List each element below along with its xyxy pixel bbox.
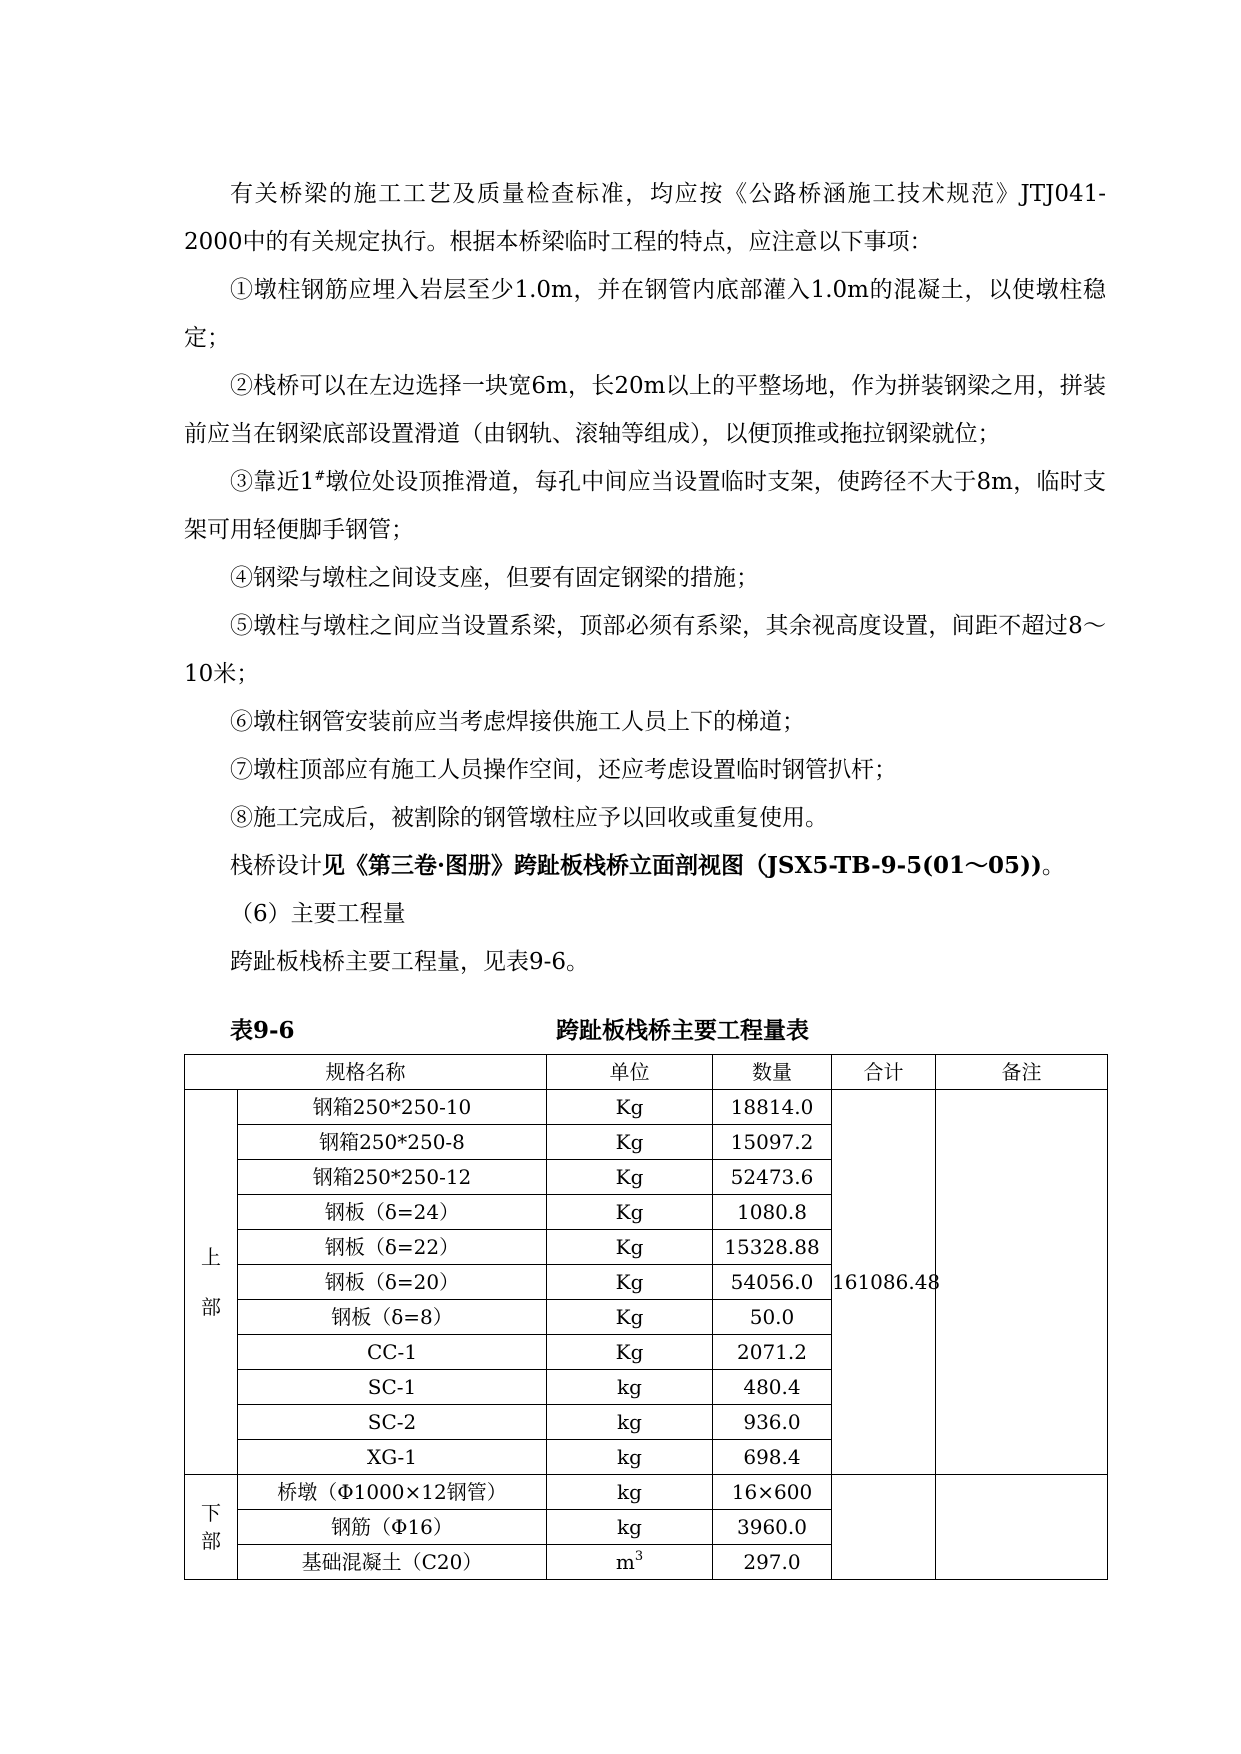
paragraph-item-2: ②栈桥可以在左边选择一块宽6m，长20m以上的平整场地，作为拼装钢梁之用，拼装前应当在钢梁底部设置滑道（由钢轨、滚轴等组成），以便顶推或拖拉钢梁就位；: [184, 373, 1106, 447]
cell-qty: 698.4: [713, 1440, 832, 1475]
cell-name: 基础混凝土（C20）: [238, 1545, 547, 1580]
table-header-row: [185, 1055, 1108, 1090]
table-row: [185, 1090, 1108, 1125]
cell-total-lower: [832, 1475, 936, 1580]
cell-unit: Kg: [547, 1265, 713, 1300]
cell-name: XG-1: [238, 1440, 547, 1475]
paragraph-item-3: ③靠近1#墩位处设顶推滑道，每孔中间应当设置临时支架，使跨径不大于8m，临时支架可用轻便脚手钢管；: [184, 469, 1106, 543]
header-unit: 单位: [547, 1055, 713, 1090]
cell-qty: 480.4: [713, 1370, 832, 1405]
paragraph-item-5: ⑤墩柱与墩柱之间应当设置系梁，顶部必须有系梁，其余视高度设置，间距不超过8～10米；: [184, 613, 1106, 687]
cell-name: CC-1: [238, 1335, 547, 1370]
cell-name: 钢箱250*250-12: [238, 1160, 547, 1195]
cell-qty: 52473.6: [713, 1160, 832, 1195]
cell-name: 钢箱250*250-10: [238, 1090, 547, 1125]
cell-qty: 2071.2: [713, 1335, 832, 1370]
cell-name: 钢板（δ=8）: [238, 1300, 547, 1335]
pier-mark: #: [314, 469, 326, 484]
drawing-reference: 见《第三卷·图册》跨趾板栈桥立面剖视图（JSX5-TB-9-5(01～05)): [322, 852, 1042, 879]
paragraph-item-6: ⑥墩柱钢管安装前应当考虑焊接供施工人员上下的梯道；: [230, 709, 805, 735]
cell-name: SC-2: [238, 1405, 547, 1440]
cell-name: 钢板（δ=22）: [238, 1230, 547, 1265]
cell-name: 钢箱250*250-8: [238, 1125, 547, 1160]
paragraph-table-intro: 跨趾板栈桥主要工程量，见表9-6。: [230, 949, 590, 975]
cell-total-upper: 161086.48: [832, 1090, 936, 1475]
cell-unit: Kg: [547, 1160, 713, 1195]
cell-name: 钢板（δ=24）: [238, 1195, 547, 1230]
document-page: [184, 170, 1106, 1580]
cell-name: 钢板（δ=20）: [238, 1265, 547, 1300]
paragraph-design-reference: 栈桥设计见《第三卷·图册》跨趾板栈桥立面剖视图（JSX5-TB-9-5(01～05))。: [230, 852, 1065, 879]
cell-qty: 54056.0: [713, 1265, 832, 1300]
cell-remarks-upper: [936, 1090, 1108, 1475]
paragraph-item-7: ⑦墩柱顶部应有施工人员操作空间，还应考虑设置临时钢管扒杆；: [230, 757, 897, 783]
cell-qty: 936.0: [713, 1405, 832, 1440]
cell-name: SC-1: [238, 1370, 547, 1405]
cell-unit: Kg: [547, 1195, 713, 1230]
section-heading: （6）主要工程量: [230, 901, 406, 927]
cell-unit: Kg: [547, 1090, 713, 1125]
paragraph-item-4: ④钢梁与墩柱之间设支座，但要有固定钢梁的措施；: [230, 565, 759, 591]
cell-qty: 16×600: [713, 1475, 832, 1510]
cell-unit: $m^3$: [547, 1545, 713, 1580]
cell-unit: Kg: [547, 1300, 713, 1335]
header-total: 合计: [832, 1055, 936, 1090]
cell-unit: kg: [547, 1370, 713, 1405]
cell-qty: 15328.88: [713, 1230, 832, 1265]
table-caption: [184, 1000, 1106, 1050]
cell-unit: Kg: [547, 1125, 713, 1160]
header-remarks: 备注: [936, 1055, 1108, 1090]
table-number: 表9-6: [230, 1017, 295, 1044]
paragraph-standards: 有关桥梁的施工工艺及质量检查标准，均应按《公路桥涵施工技术规范》JTJ041-2000中的有关规定执行。根据本桥梁临时工程的特点，应注意以下事项：: [184, 181, 1106, 255]
group-lower: 下 部: [185, 1475, 238, 1580]
header-spec: 规格名称: [185, 1055, 547, 1090]
cell-qty: 297.0: [713, 1545, 832, 1580]
header-quantity: 数量: [713, 1055, 832, 1090]
cell-qty: 15097.2: [713, 1125, 832, 1160]
cell-qty: 18814.0: [713, 1090, 832, 1125]
paragraph-item-1: ①墩柱钢筋应埋入岩层至少1.0m，并在钢管内底部灌入1.0m的混凝土，以使墩柱稳定；: [184, 277, 1106, 351]
table-row: [185, 1475, 1108, 1510]
cell-qty: 1080.8: [713, 1195, 832, 1230]
table-title: 跨趾板栈桥主要工程量表: [556, 1017, 809, 1044]
group-upper: 上 部: [185, 1090, 238, 1475]
cell-unit: Kg: [547, 1230, 713, 1265]
cell-qty: 3960.0: [713, 1510, 832, 1545]
cell-name: 钢筋（Φ16）: [238, 1510, 547, 1545]
cell-unit: kg: [547, 1405, 713, 1440]
cell-name: 桥墩（Φ1000×12钢管）: [238, 1475, 547, 1510]
cell-qty: 50.0: [713, 1300, 832, 1335]
quantities-table: [184, 1054, 1108, 1580]
paragraph-item-8: ⑧施工完成后，被割除的钢管墩柱应予以回收或重复使用。: [230, 805, 828, 831]
cell-unit: kg: [547, 1510, 713, 1545]
cell-unit: kg: [547, 1440, 713, 1475]
cell-unit: Kg: [547, 1335, 713, 1370]
cell-remarks-lower: [936, 1475, 1108, 1580]
cell-unit: kg: [547, 1475, 713, 1510]
